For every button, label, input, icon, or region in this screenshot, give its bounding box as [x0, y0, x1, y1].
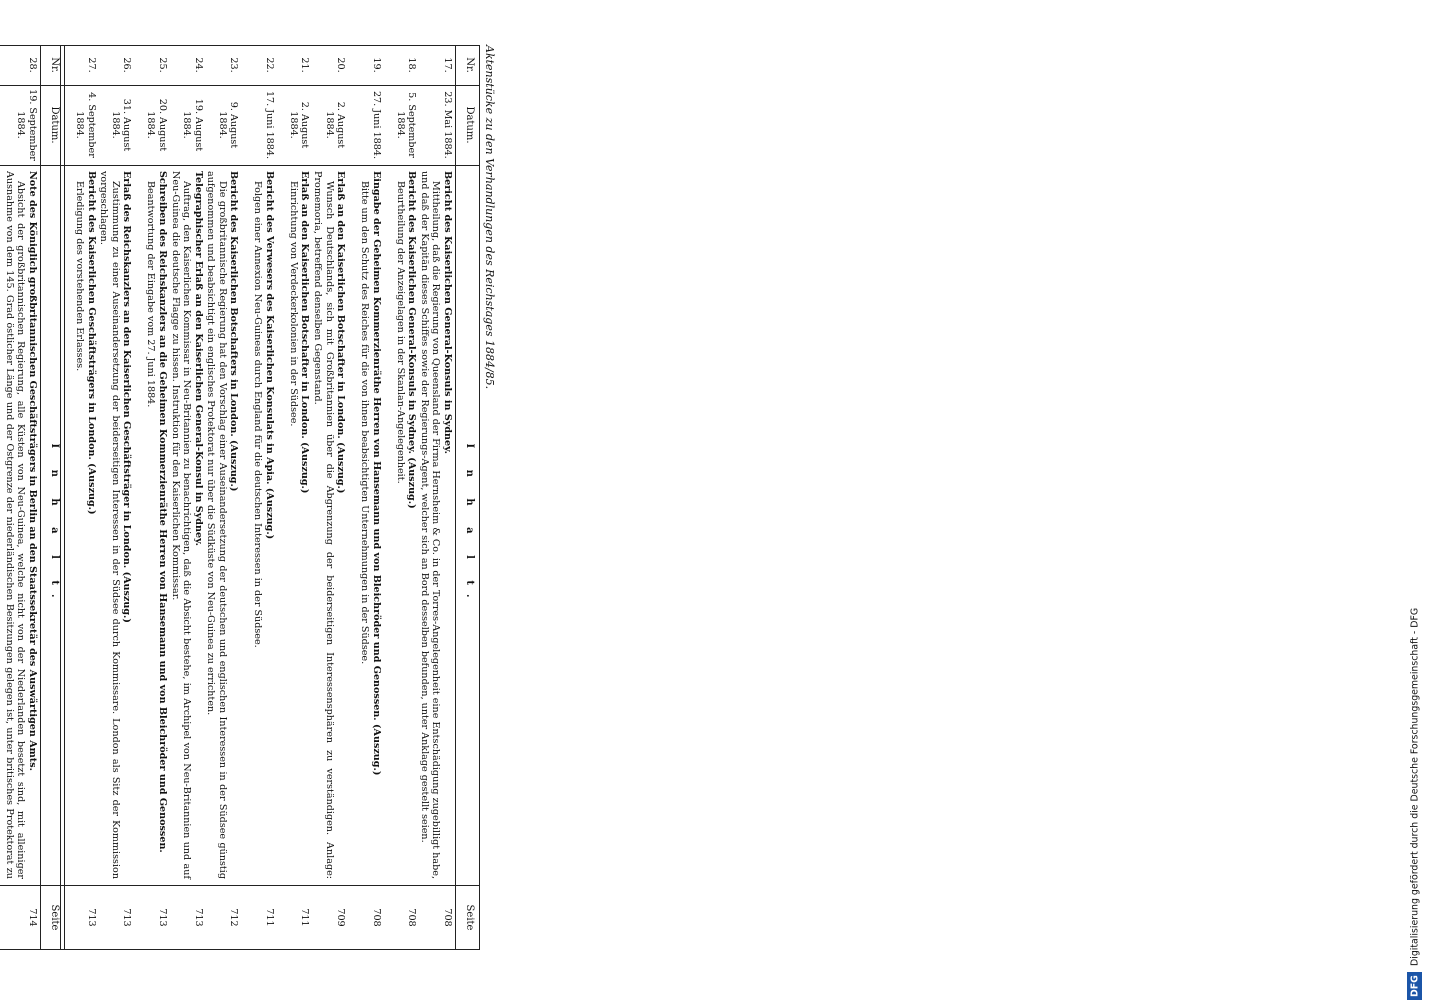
row-content: [170, 171, 204, 879]
row-date: 17. Juni 1884.: [263, 90, 275, 160]
row-number: 19.: [370, 57, 382, 73]
row-body: Mittheilung, daß die Regierung von Queensland der Firma Hernsheim & Co. in der Torres-Angelegenheit eine Entschädigung zugebilligt habe, und daß der Kapitän dieses Schiffes sowie der Regierungs-Agent, welcher sich an Bord desselben befunden, unter Anklage gestellt seien.: [419, 171, 442, 879]
row-content: [359, 171, 382, 879]
row-body: Einrichtung von Verdeckerkolonien in der Südsee.: [287, 181, 299, 427]
row-body: Erledigung des vorstehenden Erlasses.: [74, 181, 86, 372]
table-row: [206, 45, 240, 950]
table-row: [99, 45, 133, 950]
row-title: Note des Königlich großbritannischen Geschäftsträgers in Berlin an den Staatssekretär des Auswärtigen Amts.: [27, 171, 38, 771]
row-page: 711: [263, 908, 275, 927]
table-row: [0, 45, 1, 950]
row-number: 21.: [299, 57, 311, 73]
row-number: 20.: [335, 57, 347, 73]
row-page: 713: [121, 908, 133, 927]
row-title: Bericht des Kaiserlichen General-Konsuls in Sydney.: [442, 171, 453, 454]
row-date: 9. August 1884.: [216, 101, 240, 149]
row-title: [0, 171, 1, 879]
row-number: 27.: [85, 57, 97, 73]
row-body: Beantwortung der Eingabe vom 27. Juni 1884.: [145, 181, 157, 408]
column-header-seite: Seite: [464, 904, 475, 931]
row-page: 711: [299, 908, 311, 927]
row-page: 708: [370, 908, 382, 927]
table-row: [277, 45, 311, 950]
row-body: Zustimmung zu einer Auseinandersetzung der beiderseitigen Interessen in der Südsee durch Kommissare. London als Sitz der Kommission vorgeschlagen.: [98, 171, 121, 879]
row-title: Erlaß des Reichskanzlers an den Kaiserlichen Geschäftsträger in London. (Auszug.): [121, 171, 133, 623]
row-number: 23.: [228, 57, 240, 73]
row-body: Die großbritannische Regierung hat den Vorschlag einer Auseinandersetzung der deutschen und englischen Interessen in der Südsee günstig aufgenommen und beabsichtigt ein englisches Protektorat nur über die Südküste von Neu-Guinea zu errichten.: [205, 171, 228, 879]
row-date: 2. August 1884.: [287, 101, 311, 149]
table-header: [455, 45, 480, 950]
table-row: [3, 45, 38, 950]
row-date: [0, 89, 1, 161]
row-page: 712: [228, 908, 240, 927]
row-content: [0, 171, 1, 879]
row-number: 22.: [263, 57, 275, 73]
row-title: Erlaß an den Kaiserlichen Botschafter in London. (Auszug.): [335, 171, 347, 494]
row-date: 20. August 1884.: [145, 98, 168, 152]
row-number: 28.: [27, 57, 38, 73]
row-date: 4. September 1884.: [74, 92, 97, 158]
footer-note: Aktenstücke zu den Verhandlungen des Reichstages 1884/85.: [483, 45, 496, 390]
column-header-datum: Datum.: [49, 106, 60, 144]
row-number: 18.: [406, 57, 418, 73]
column-header-nr: Nr.: [464, 57, 475, 73]
row-content: [419, 171, 453, 879]
table-second-half: [0, 45, 65, 950]
column-header-datum: Datum.: [464, 106, 475, 144]
row-content: [312, 171, 346, 879]
row-title: Bericht des Kaiserlichen General-Konsuls in Sydney. (Auszug.): [406, 171, 418, 509]
row-number: 25.: [156, 57, 168, 73]
row-content: [145, 171, 168, 879]
row-page: 713: [156, 908, 168, 927]
row-page: 708: [442, 908, 453, 927]
funding-stamp: [1404, 0, 1426, 1000]
row-title: Bericht des Kaiserlichen Botschafters in London. (Auszug.): [228, 171, 240, 492]
row-title: Telegraphischer Erlaß an den Kaiserlichen General-Konsul in Sydney.: [192, 171, 204, 546]
row-page: 713: [85, 908, 97, 927]
table-row: [63, 45, 97, 950]
row-date: 2. August 1884.: [323, 101, 347, 149]
row-page: 714: [27, 908, 38, 927]
row-body: Bitte um den Schutz des Reiches für die von ihnen beabsichtigten Unternehmungen in der Südsee.: [359, 181, 371, 665]
row-content: [206, 171, 240, 879]
row-content: [394, 171, 417, 879]
row-title: Bericht des Kaiserlichen Geschäftsträgers in London. (Auszug.): [85, 171, 97, 515]
row-number: 24.: [192, 57, 204, 73]
row-title: Schreiben des Reichskanzlers an die Geheimen Kommerzienräthe Herren von Hansemann und von Bleichröder und Genossen.: [156, 171, 168, 853]
column-header-seite: Seite: [49, 904, 60, 931]
row-page: 709: [335, 908, 347, 927]
row-date: 31. August 1884.: [109, 98, 133, 152]
table-row: [241, 45, 275, 950]
row-title: Bericht des Verwesers des Kaiserlichen Konsulats in Apia. (Auszug.): [263, 171, 275, 540]
row-content: [287, 171, 310, 879]
row-title: Eingabe der Geheimen Kommerzienräthe Herren von Hansemann und von Bleichröder und Genossen. (Auszug.): [370, 171, 382, 776]
row-body: Auftrag, den Kaiserlichen Kommissar in Neu-Britannien zu benachrichtigen, daß die Absicht bestehe, im Archipel von Neu-Britannien und auf Neu-Guinea die deutsche Flagge zu hissen. Instruktion für den Kaiserlichen Kommissar.: [169, 171, 193, 879]
table-row: [134, 45, 168, 950]
column-header-inhalt: I n h a l t.: [464, 443, 475, 607]
table-row: [170, 45, 204, 950]
table-first-half: [60, 45, 480, 950]
row-body: Folgen einer Annexion Neu-Guineas durch England für die deutschen Interessen in der Südsee.: [252, 181, 264, 648]
row-body: Absicht der großbritannischen Regierung, alle Küsten von Neu-Guinea, welche nicht von der Niederlanden besetzt sind, mit alleiniger Ausnahme von dem 145. Grad östlicher Länge und der Ostgrenze der niederländischen Besitzungen gelegen ist, unter britisches Protektorat zu: [4, 171, 27, 879]
row-page: 713: [192, 908, 204, 927]
table-row: [384, 45, 418, 950]
dfg-logo: DFG: [1408, 972, 1423, 1000]
row-number: 26.: [121, 57, 133, 73]
row-content: [252, 171, 275, 879]
table-row: [312, 45, 346, 950]
row-page: 708: [406, 908, 418, 927]
funding-text: Digitalisierung gefördert durch die Deutsche Forschungsgemeinschaft - DFG: [1409, 607, 1421, 967]
row-date: 27. Juni 1884.: [370, 90, 382, 160]
row-content: [99, 171, 133, 879]
row-page: [0, 885, 1, 950]
table-row: [348, 45, 382, 950]
row-date: 19. August 1884.: [181, 98, 204, 152]
row-date: 5. September 1884.: [394, 92, 418, 158]
row-body: Beurtheilung der Anzeigelagen in der Skanlan-Angelegenheit.: [394, 181, 406, 484]
row-date: 23. Mai 1884.: [442, 91, 453, 159]
row-date: 19. September 1884.: [15, 89, 38, 161]
column-header-inhalt: I n h a l t.: [49, 443, 60, 607]
row-title: Erlaß an den Kaiserlichen Botschafter in London. (Auszug.): [299, 171, 311, 494]
row-number: [0, 45, 1, 85]
row-number: 17.: [442, 57, 453, 73]
table-row: [419, 45, 453, 950]
row-content: [3, 171, 38, 879]
row-content: [74, 171, 97, 879]
column-header-nr: Nr.: [49, 57, 60, 73]
row-body: Wunsch Deutschlands, sich mit Großbritannien über die Abgrenzung der beiderseitigen Interessensphären zu verständigen. Anlage: Promemoria, betreffend denselben Gegenstand.: [312, 171, 335, 879]
